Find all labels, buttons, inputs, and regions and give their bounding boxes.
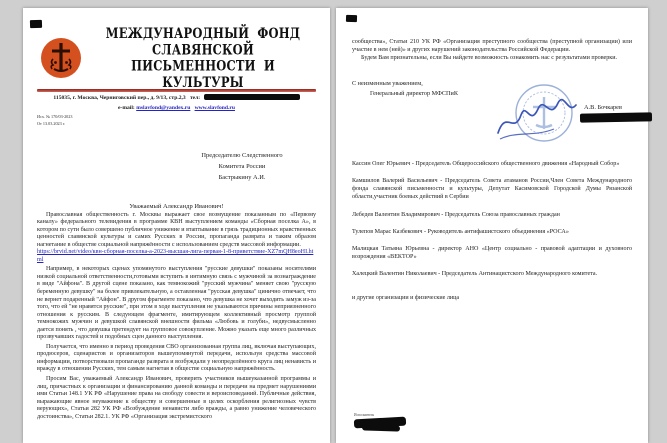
reference-block: [37, 114, 316, 127]
signatory-item: Малицкая Татьяна Юрьевна - директор АНО «Центр социально - правовой адаптации и духовного возрождения «ВЕКТОР»: [352, 245, 632, 261]
salutation: Уважаемый Александр Иванович!: [129, 202, 224, 210]
video-url-link[interactable]: https://brvid.net/video/квн-сборная-поселка-а-2023-высшая-лига-первая-1-8-приветствие-XZ7mQH8eoHI.html: [37, 249, 314, 263]
stamp-and-signature: [494, 81, 584, 147]
body-paragraph-5: сообщества», Статьи 210 УК РФ «Организация преступного сообщества (преступной организации) или участие в нем (ней)» и других нарушений законодательства Российской Федерации.: [352, 39, 632, 54]
website-link[interactable]: www.slavfond.ru: [194, 104, 235, 111]
letter-page-2: [336, 8, 648, 443]
signer-name: А.В. Бочкарев: [584, 103, 622, 111]
recipient-line: Комитета России: [218, 162, 266, 170]
round-stamp-icon: [494, 81, 584, 147]
letterhead: [37, 24, 316, 91]
outgoing-date: От 13.03.2023 г.: [37, 120, 66, 126]
closing-regards: С неизменным уважением,: [352, 79, 423, 87]
signatory-item: Тулепов Марас Казбекович - Руководитель антифашистского объединения «РОСА»: [352, 228, 569, 235]
outgoing-number: Исх. № 170/03-2023: [37, 114, 73, 120]
recipient-block: [176, 151, 308, 184]
org-title-line2: ПИСЬМЕННОСТИ И КУЛЬТУРЫ: [131, 56, 275, 91]
scan-redaction-mark: [346, 15, 357, 22]
executor-label: Исполнитель: [354, 413, 375, 417]
signatory-item: Камшилов Валерий Васильевич - Председатель Совета атаманов России,Член Совета Международного фонда славянской письменности и культуры, Депутат Касимовской Городской Думы Рязанской области,участник боевых действий в Сербии: [352, 177, 632, 201]
org-title-line1: МЕЖДУНАРОДНЫЙ ФОНД СЛАВЯНСКОЙ: [105, 24, 301, 58]
closing-block: [352, 79, 632, 151]
email-label: e-mail:: [118, 104, 135, 111]
handwritten-signature: [498, 99, 576, 132]
signer-redaction-bar: [580, 112, 652, 122]
executor-redaction-bar: [362, 424, 400, 431]
video-link-block: [37, 249, 316, 264]
body-paragraph-1: Православная общественность г. Москвы выражает свое возмущение показанным по «Первому каналу» федерального телевидения в программе КВН выступлением команды «Сборная поселка А», в котором по сути было совершено публичное унижение и втаптывание в грязь традиционных нравственных ценностей славянской культуры и самих Русских в России, пропаганда разврата и таким образом нагнетание в обществе социальной напряжённости с использованием средств массовой информации.: [37, 211, 316, 248]
body-paragraph-6: Будем Вам признательны, если Вы найдете возможность ознакомить нас с результатами проверки.: [361, 55, 618, 62]
letter-page-1: [23, 8, 330, 443]
signatory-item: Халецкий Валентин Николаевич - Председатель Антинацистского Международного комитета.: [352, 271, 598, 278]
org-title: [90, 26, 316, 90]
address-line: [37, 94, 316, 102]
others-note: и другие организации и физические лица: [352, 294, 460, 301]
recipient-line: Бастрыкину А.И.: [218, 173, 266, 181]
scan-redaction-mark: [30, 20, 42, 28]
contacts-line: [37, 104, 316, 112]
signatory-item: Кассин Олег Юрьевич - Председатель Общероссийского общественного движения «Народный Собор»: [352, 160, 620, 167]
recipient-line: Председателю Следственного: [201, 151, 283, 159]
body-paragraph-3: Получается, что именно в период проведения СВО организованная группа лиц, включая выступающих, продюсеров, сценаристов и организаторов вышеупомянутой передачи, используя средства массовой информации, потворствовали пропаганде разврата и возбуждали у неопределённого круга лиц ненависть и вражду в отношении Русских, тем самым нагнетая в обществе социальную напряжённость.: [37, 343, 316, 373]
closing-position: Генеральный директор МФСПиК: [370, 90, 458, 98]
body-paragraph-2: Например, в некоторых сценах упомянутого выступления "русские девушки" показаны носителями низкой социальной ответственности,готовыми вступить в интимную связь с мужчиной за вознаграждение в виде "Айфона". В другой сцене показано, как темнокожий "русский мужчина" меняет свою "русскую беременную девушку" на более привлекательную, а оставленная "русская девушка" цинично отвечает, что не вернет подаренный "Айфон". В другом фрагменте показано, что девушка не хочет выходить замуж из-за того, что ей "не нравятся русские", при этом в ходе выступления не указываются причины неприязненного отношения к русским. В следующем фрагменте, имитирующем коллективный просмотр группой темнокожих мужчин и девушкой славянской внешности фильма «Любовь и голуби», недвусмысленно дается понять , что девушка претендует на групповое совокупление. Можно указать еще много различных прозвучавших гадостей и подобных сцен данного выступления.: [37, 266, 316, 341]
postal-address: 115035, г. Москва, Черниговский пер., д. 9/13, стр.2,3: [53, 94, 186, 101]
fund-logo-icon: [41, 38, 81, 78]
body-paragraph-4: Просим Вас, уважаемый Александр Иванович, проверить участников вышеуказанной программы и лиц, причастных к организации и финансированию данной команды и передачи на предмет нарушениями ими Статьи 148.1 УК РФ «Нарушение права на свободу совести и вероисповеданий. Публичные действия, выражающие явное неуважение к обществу и совершенные в целях оскорбления религиозных чувств верующих», Статьи 282 УК РФ «Возбуждение ненависти либо вражды, а равно унижение человеческого достоинства», Статьи 282.1. УК РФ «Организация экстремистского: [37, 376, 316, 420]
phone-redaction-bar: [204, 94, 300, 101]
phone-label: тел:: [189, 94, 201, 101]
signatory-item: Лебедев Валентин Владимирович - Председатель Союза православных граждан: [352, 211, 560, 218]
executor-footer: [354, 413, 406, 431]
email-link[interactable]: mslavfond@yandex.ru: [136, 104, 191, 111]
